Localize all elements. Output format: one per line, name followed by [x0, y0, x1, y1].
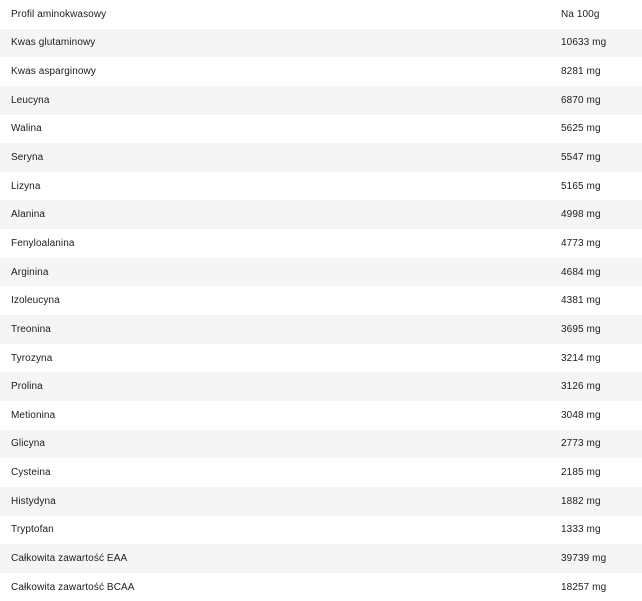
amino-acid-value-cell: 8281 mg	[561, 66, 601, 78]
amino-acid-name-cell: Leucyna	[11, 94, 50, 106]
amino-acid-value-cell: 4381 mg	[561, 295, 601, 307]
amino-acid-value-cell: 4998 mg	[561, 209, 601, 221]
table-row	[0, 86, 642, 115]
amino-acid-name-cell: Arginina	[11, 266, 49, 278]
amino-acid-value-cell: 1882 mg	[561, 495, 601, 507]
amino-acid-value-cell: 10633 mg	[561, 37, 607, 49]
amino-acid-value-cell: 5165 mg	[561, 180, 601, 192]
amino-acid-name-cell: Treonina	[11, 323, 51, 335]
table-row	[0, 344, 642, 373]
amino-acid-name-cell: Tryptofan	[11, 524, 54, 536]
table-header-row	[0, 0, 642, 29]
table-row	[0, 573, 642, 601]
amino-acid-value-cell: 3695 mg	[561, 323, 601, 335]
table-row	[0, 143, 642, 172]
table-row	[0, 229, 642, 258]
amino-acid-name-cell: Metionina	[11, 409, 56, 421]
table-row	[0, 200, 642, 229]
amino-acid-name-cell: Kwas glutaminowy	[11, 37, 96, 49]
amino-acid-name-cell: Alanina	[11, 209, 46, 221]
table-row	[0, 258, 642, 287]
amino-acid-name-cell: Walina	[11, 123, 42, 135]
amino-acid-name-cell: Całkowita zawartość EAA	[11, 552, 128, 564]
amino-acid-name-cell: Histydyna	[11, 495, 56, 507]
table-row	[0, 29, 642, 58]
amino-acid-name-cell: Kwas asparginowy	[11, 66, 96, 78]
amino-acid-value-cell: 5547 mg	[561, 152, 601, 164]
table-row	[0, 458, 642, 487]
amino-acid-name-cell: Fenyloalanina	[11, 237, 75, 249]
header-value-cell: Na 100g	[561, 8, 600, 20]
table-row	[0, 372, 642, 401]
amino-acid-value-cell: 2773 mg	[561, 438, 601, 450]
table-row	[0, 286, 642, 315]
table-row	[0, 487, 642, 516]
table-row	[0, 544, 642, 573]
amino-acid-value-cell: 5625 mg	[561, 123, 601, 135]
amino-acid-name-cell: Lizyna	[11, 180, 41, 192]
amino-acid-name-cell: Cysteina	[11, 467, 51, 479]
amino-acid-value-cell: 3048 mg	[561, 409, 601, 421]
table-row	[0, 172, 642, 201]
amino-acid-value-cell: 39739 mg	[561, 552, 607, 564]
table-row	[0, 516, 642, 545]
amino-acid-value-cell: 4684 mg	[561, 266, 601, 278]
table-row	[0, 115, 642, 144]
amino-acid-value-cell: 1333 mg	[561, 524, 601, 536]
amino-acid-value-cell: 2185 mg	[561, 467, 601, 479]
amino-acid-name-cell: Całkowita zawartość BCAA	[11, 581, 135, 593]
amino-acid-name-cell: Seryna	[11, 152, 44, 164]
amino-acid-name-cell: Glicyna	[11, 438, 46, 450]
amino-acid-value-cell: 6870 mg	[561, 94, 601, 106]
amino-acid-value-cell: 3126 mg	[561, 381, 601, 393]
table-row	[0, 401, 642, 430]
amino-acid-value-cell: 3214 mg	[561, 352, 601, 364]
amino-acid-value-cell: 18257 mg	[561, 581, 607, 593]
table-row	[0, 315, 642, 344]
amino-acid-name-cell: Prolina	[11, 381, 43, 393]
header-name-cell: Profil aminokwasowy	[11, 8, 107, 20]
amino-acid-name-cell: Izoleucyna	[11, 295, 60, 307]
amino-acid-name-cell: Tyrozyna	[11, 352, 53, 364]
amino-acid-value-cell: 4773 mg	[561, 237, 601, 249]
table-row	[0, 57, 642, 86]
table-row	[0, 430, 642, 459]
